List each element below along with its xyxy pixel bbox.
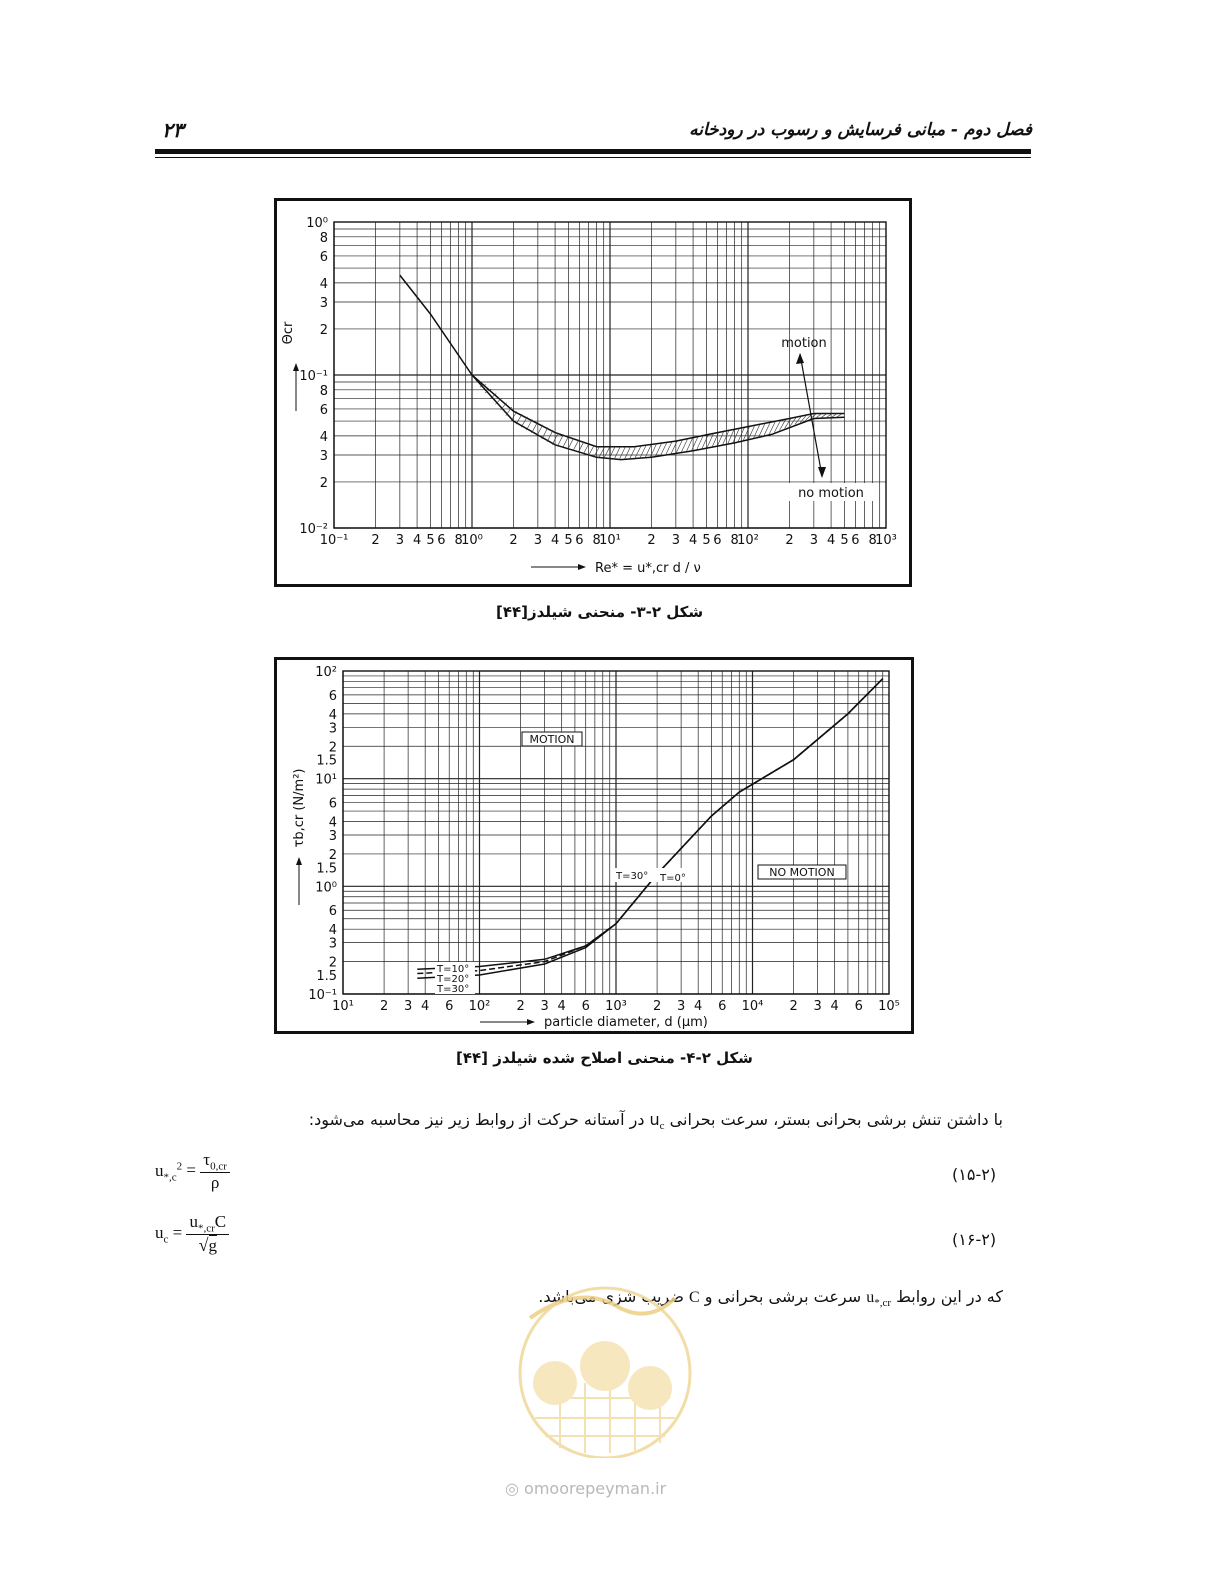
label-no-motion: no motion (798, 486, 864, 501)
curve-label-t10: T=10° (437, 964, 470, 975)
x-tick-label: 10⁰ (461, 533, 483, 548)
x-tick-label: 5 (702, 533, 711, 548)
x-tick-label: 3 (395, 533, 404, 548)
x-axis-label: particle diameter, d (μm) (544, 1015, 708, 1030)
x-tick-label: 10² (737, 533, 759, 548)
x-tick-label: 3 (813, 999, 822, 1014)
curve-label-t0: T=0° (660, 873, 686, 884)
y-tick-label: 10² (315, 665, 337, 680)
y-tick-label: 4 (319, 276, 328, 292)
x-tick-label: 4 (550, 533, 560, 548)
y-tick-label: 8 (319, 383, 328, 399)
page-number: ۲۳ (162, 118, 184, 142)
hatch-line (681, 439, 687, 452)
x-tick-label: 3 (671, 533, 680, 548)
figure-modified-shields-curve (274, 657, 914, 1034)
x-tick-label: 2 (652, 999, 662, 1014)
eq15-lhs: $u_{*,c}^2$ (155, 1159, 183, 1183)
x-tick-label: 3 (403, 999, 413, 1014)
y-tick-label: 1.5 (316, 969, 337, 985)
hatch-line (542, 427, 548, 439)
equation-16: $u_c$ = $\frac{u_{*,cr}C}{√g}$ (155, 1212, 229, 1256)
y-tick-label: 10⁻¹ (299, 369, 328, 384)
x-tick-label: 3 (540, 999, 549, 1014)
para1-sub: c (659, 1120, 665, 1133)
paragraph-critical-velocity (309, 1110, 1003, 1132)
hatch-line (702, 435, 708, 448)
y-tick-label: 3 (328, 828, 337, 844)
x-tick-label: 3 (809, 533, 818, 548)
figure1-caption: شکل ۲-۳- منحنی شیلدز[۴۴] (496, 603, 704, 621)
y-tick-label: 10⁰ (315, 880, 337, 896)
hatch-line (769, 422, 775, 434)
y-tick-label: 10⁰ (306, 216, 328, 231)
para1-text: با داشتن تنش برشی بحرانی بستر، سرعت بحرانی u (649, 1110, 1003, 1129)
hatch-line (532, 422, 538, 433)
hatch-line (687, 438, 693, 451)
hatch-line (661, 443, 667, 456)
y-axis-arrowhead (293, 363, 299, 371)
x-tick-label: 4 (694, 999, 703, 1014)
x-tick-label: 6 (718, 999, 727, 1014)
y-tick-label: 2 (319, 322, 328, 338)
header-rule-thick (155, 149, 1031, 154)
y-tick-label: 2 (319, 475, 328, 491)
y-tick-label: 4 (328, 923, 337, 939)
hatch-line (511, 411, 517, 421)
x-tick-label: 4 (830, 999, 839, 1014)
x-tick-label: 3 (533, 533, 542, 548)
x-tick-label: 4 (412, 533, 422, 548)
x-tick-label: 10⁴ (741, 999, 764, 1014)
paragraph-definitions: که در این روابط $u_{*,cr}$ سرعت برشی بحرانی و C ضریب شزی می‌باشد. (538, 1287, 1003, 1310)
y-tick-label: 3 (328, 936, 337, 952)
figure2-caption: شکل ۲-۴- منحنی اصلاح شده شیلدز [۴۴] (456, 1049, 753, 1067)
hatch-line (738, 428, 744, 441)
label-no-motion: NO MOTION (769, 866, 835, 879)
equation-15: $u_{*,c}^2$ = $\frac{\tau_{0,cr}}{\rho}$ (155, 1150, 230, 1193)
x-tick-label: 10⁵ (878, 999, 900, 1014)
hatch-line (578, 441, 584, 452)
y-tick-label: 4 (328, 707, 337, 723)
series-line (417, 679, 883, 979)
x-tick-label: 6 (851, 533, 860, 548)
hatch-line (748, 426, 754, 439)
x-tick-label: 6 (437, 533, 446, 548)
watermark-logo (500, 1278, 710, 1458)
x-tick-label: 4 (826, 533, 836, 548)
hatch-line (697, 436, 703, 449)
hatch-line (676, 440, 682, 453)
eq15-fraction: $\frac{\tau_{0,cr}}{\rho}$ (200, 1150, 230, 1193)
x-tick-label: 2 (371, 533, 380, 548)
y-tick-label: 2 (328, 740, 337, 756)
hatch-line (692, 437, 698, 450)
running-header-title: فصل دوم - مبانی فرسایش و رسوب در رودخانه (689, 120, 1032, 140)
x-tick-label: 6 (854, 999, 863, 1014)
x-tick-label: 6 (713, 533, 722, 548)
curve-label-t30-top: T=30° (616, 871, 649, 882)
hatch-line (728, 430, 734, 444)
y-tick-label: 10⁻¹ (308, 988, 337, 1003)
x-tick-label: 10³ (875, 533, 897, 548)
hatch-line (506, 407, 512, 416)
y-tick-label: 1.5 (316, 753, 337, 769)
hatch-line (656, 443, 662, 456)
x-tick-label: 10¹ (599, 533, 621, 548)
x-tick-label: 6 (575, 533, 584, 548)
x-tick-label: 2 (785, 533, 794, 548)
y-axis-label: τb,cr (N/m²) (292, 768, 307, 848)
y-tick-label: 2 (328, 847, 337, 863)
y-tick-label: 10⁻² (299, 522, 328, 537)
y-tick-label: 6 (319, 249, 328, 265)
hatch-line (588, 445, 594, 456)
hatch-line (645, 445, 651, 458)
x-axis-arrowhead (578, 564, 586, 570)
y-tick-label: 3 (319, 449, 328, 465)
x-tick-label: 3 (676, 999, 686, 1014)
hatch-line (573, 440, 579, 451)
x-tick-label: 2 (516, 999, 525, 1014)
hatch-line (635, 446, 641, 458)
x-tick-label: 5 (564, 533, 573, 548)
y-tick-label: 6 (328, 904, 337, 920)
x-tick-label: 10⁻¹ (319, 533, 349, 548)
label-motion: MOTION (529, 733, 575, 746)
y-tick-label: 6 (328, 688, 337, 704)
y-tick-label: 10¹ (315, 772, 337, 788)
y-tick-label: 8 (319, 230, 328, 246)
y-tick-label: 6 (328, 796, 337, 812)
hatch-line (619, 447, 625, 460)
x-tick-label: 2 (789, 999, 798, 1014)
y-tick-label: 6 (319, 402, 328, 418)
x-tick-label: 2 (509, 533, 518, 548)
y-tick-label: 4 (328, 815, 337, 831)
x-tick-label: 10¹ (332, 999, 354, 1014)
y-tick-label: 3 (328, 721, 337, 737)
equation-15-number: (۱۵-۲) (952, 1165, 997, 1184)
y-axis-arrowhead (296, 857, 302, 865)
curve-label-t30: T=30° (437, 984, 470, 995)
x-tick-label: 8 (592, 533, 601, 548)
hatch-line (640, 446, 646, 458)
x-tick-label: 6 (445, 999, 454, 1014)
series-line (472, 375, 845, 460)
x-tick-label: 4 (421, 999, 430, 1014)
header-rule-thin (155, 157, 1031, 158)
x-tick-label: 10² (468, 999, 491, 1014)
hatch-line (625, 447, 631, 459)
hatch-line (563, 436, 569, 448)
series-line (417, 679, 883, 970)
watermark-url: ◎ omoorepeyman.ir (505, 1479, 667, 1498)
figure-shields-curve (274, 198, 912, 587)
x-tick-label: 5 (426, 533, 435, 548)
modified-shields-chart (277, 660, 911, 1031)
x-tick-label: 4 (557, 999, 566, 1014)
x-tick-label: 2 (647, 533, 656, 548)
y-tick-label: 2 (328, 955, 337, 971)
eq16-lhs: $u_c$ (155, 1223, 169, 1246)
label-motion: motion (781, 336, 827, 351)
x-tick-label: 6 (581, 999, 590, 1014)
hatch-line (614, 447, 620, 460)
y-tick-label: 1.5 (316, 861, 337, 877)
y-tick-label: 4 (319, 429, 328, 445)
hatch-line (759, 424, 765, 437)
hatch-line (630, 447, 636, 459)
y-axis-label: Θcr (281, 321, 296, 345)
eq16-fraction: $\frac{u_{*,cr}C}{√g}$ (186, 1212, 229, 1256)
x-axis-label: Re* = u*,cr d / ν (595, 561, 701, 576)
hatch-line (516, 414, 522, 424)
para1-rest: در آستانه حرکت از روابط زیر نیز محاسبه می‌شود: (308, 1110, 650, 1129)
hatch-line (774, 421, 780, 432)
x-axis-arrowhead (527, 1019, 535, 1025)
equation-16-number: (۱۶-۲) (952, 1230, 997, 1249)
x-tick-label: 5 (840, 533, 849, 548)
hatch-line (604, 447, 610, 459)
hatch-line (718, 432, 724, 446)
y-tick-label: 3 (319, 296, 328, 312)
hatch-line (764, 423, 770, 436)
arrow-head-down (818, 467, 826, 478)
x-tick-label: 10³ (605, 999, 627, 1014)
arrow-head-up (796, 353, 804, 364)
x-tick-label: 8 (730, 533, 739, 548)
hatch-line (521, 417, 527, 427)
x-tick-label: 2 (379, 999, 389, 1014)
x-tick-label: 4 (688, 533, 698, 548)
x-tick-label: 8 (454, 533, 463, 548)
shields-chart (277, 201, 909, 584)
hatch-line (723, 431, 729, 445)
x-tick-label: 8 (868, 533, 877, 548)
curve-label-t20: T=20° (437, 974, 470, 985)
hatch-line (666, 442, 672, 455)
